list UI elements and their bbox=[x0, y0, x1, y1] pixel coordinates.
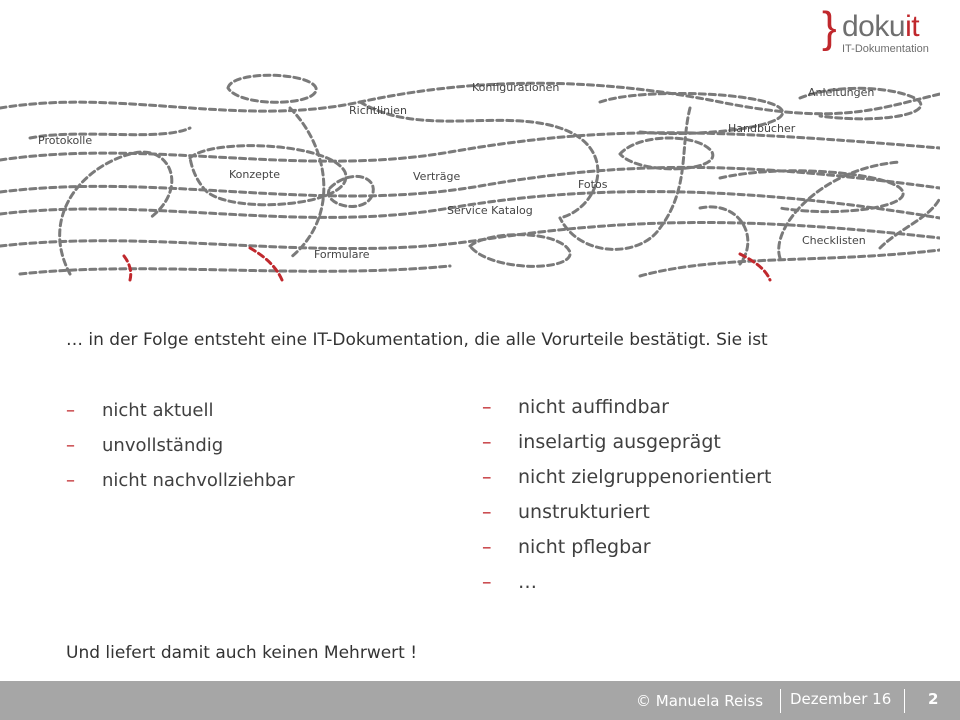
logo-word-it: it bbox=[905, 10, 920, 43]
intro-text: … in der Folge entsteht eine IT-Dokumentation, die alle Vorurteile bestätigt. Sie ist bbox=[66, 330, 768, 350]
label-protokolle: Protokolle bbox=[38, 134, 93, 147]
list-item-text: nicht auffindbar bbox=[518, 396, 669, 418]
label-checklisten: Checklisten bbox=[802, 234, 866, 247]
documentation-chaos-figure bbox=[0, 68, 940, 282]
list-item bbox=[66, 433, 295, 468]
label-konzepte: Konzepte bbox=[229, 168, 280, 181]
list-item-text: nicht zielgruppenorientiert bbox=[518, 466, 772, 488]
footer-divider bbox=[780, 689, 781, 713]
bullet-dash: – bbox=[482, 536, 492, 558]
logo-word bbox=[842, 12, 919, 42]
logo-subtitle: IT-Dokumentation bbox=[842, 43, 929, 55]
label-anleitungen: Anleitungen bbox=[808, 86, 875, 99]
conclusion-text: Und liefert damit auch keinen Mehrwert ! bbox=[66, 643, 418, 663]
footer-bar bbox=[0, 681, 960, 720]
list-item bbox=[66, 398, 295, 433]
label-service-katalog: Service Katalog bbox=[447, 204, 533, 217]
footer-date: Dezember 16 bbox=[790, 690, 892, 708]
list-item-text: inselartig ausgeprägt bbox=[518, 431, 721, 453]
footer-author: © Manuela Reiss bbox=[636, 692, 764, 710]
bullet-dash: – bbox=[482, 396, 492, 418]
bullet-dash: – bbox=[66, 470, 75, 491]
list-item-text: unstrukturiert bbox=[518, 501, 650, 523]
list-item bbox=[482, 498, 771, 533]
dokuit-logo bbox=[822, 3, 952, 58]
logo-brace: } bbox=[822, 3, 837, 52]
list-item bbox=[482, 463, 771, 498]
bullet-list-right bbox=[482, 393, 771, 603]
list-item-text: nicht aktuell bbox=[102, 400, 214, 421]
footer-divider bbox=[904, 689, 905, 713]
list-item bbox=[482, 393, 771, 428]
list-item bbox=[482, 533, 771, 568]
dashed-threads-graphic bbox=[0, 68, 940, 282]
bullet-list-left bbox=[66, 398, 295, 503]
label-handbuecher: Handbücher bbox=[728, 122, 796, 135]
logo-word-doku: doku bbox=[842, 10, 906, 43]
label-konfigurationen: Konfigurationen bbox=[472, 81, 560, 94]
list-item bbox=[66, 468, 295, 503]
list-item-text: nicht pflegbar bbox=[518, 536, 651, 558]
label-formulare: Formulare bbox=[314, 248, 370, 261]
page-number: 2 bbox=[928, 690, 939, 708]
list-item bbox=[482, 568, 771, 603]
list-item-text: nicht nachvollziehbar bbox=[102, 470, 295, 491]
bullet-dash: – bbox=[482, 501, 492, 523]
label-fotos: Fotos bbox=[578, 178, 608, 191]
list-item-text: unvollständig bbox=[102, 435, 224, 456]
bullet-dash: – bbox=[482, 571, 492, 593]
list-item-text: … bbox=[518, 571, 537, 593]
label-vertraege: Verträge bbox=[413, 170, 461, 183]
bullet-dash: – bbox=[66, 400, 75, 421]
list-item bbox=[482, 428, 771, 463]
bullet-dash: – bbox=[482, 431, 492, 453]
label-richtlinien: Richtlinien bbox=[349, 104, 407, 117]
bullet-dash: – bbox=[482, 466, 492, 488]
bullet-dash: – bbox=[66, 435, 75, 456]
